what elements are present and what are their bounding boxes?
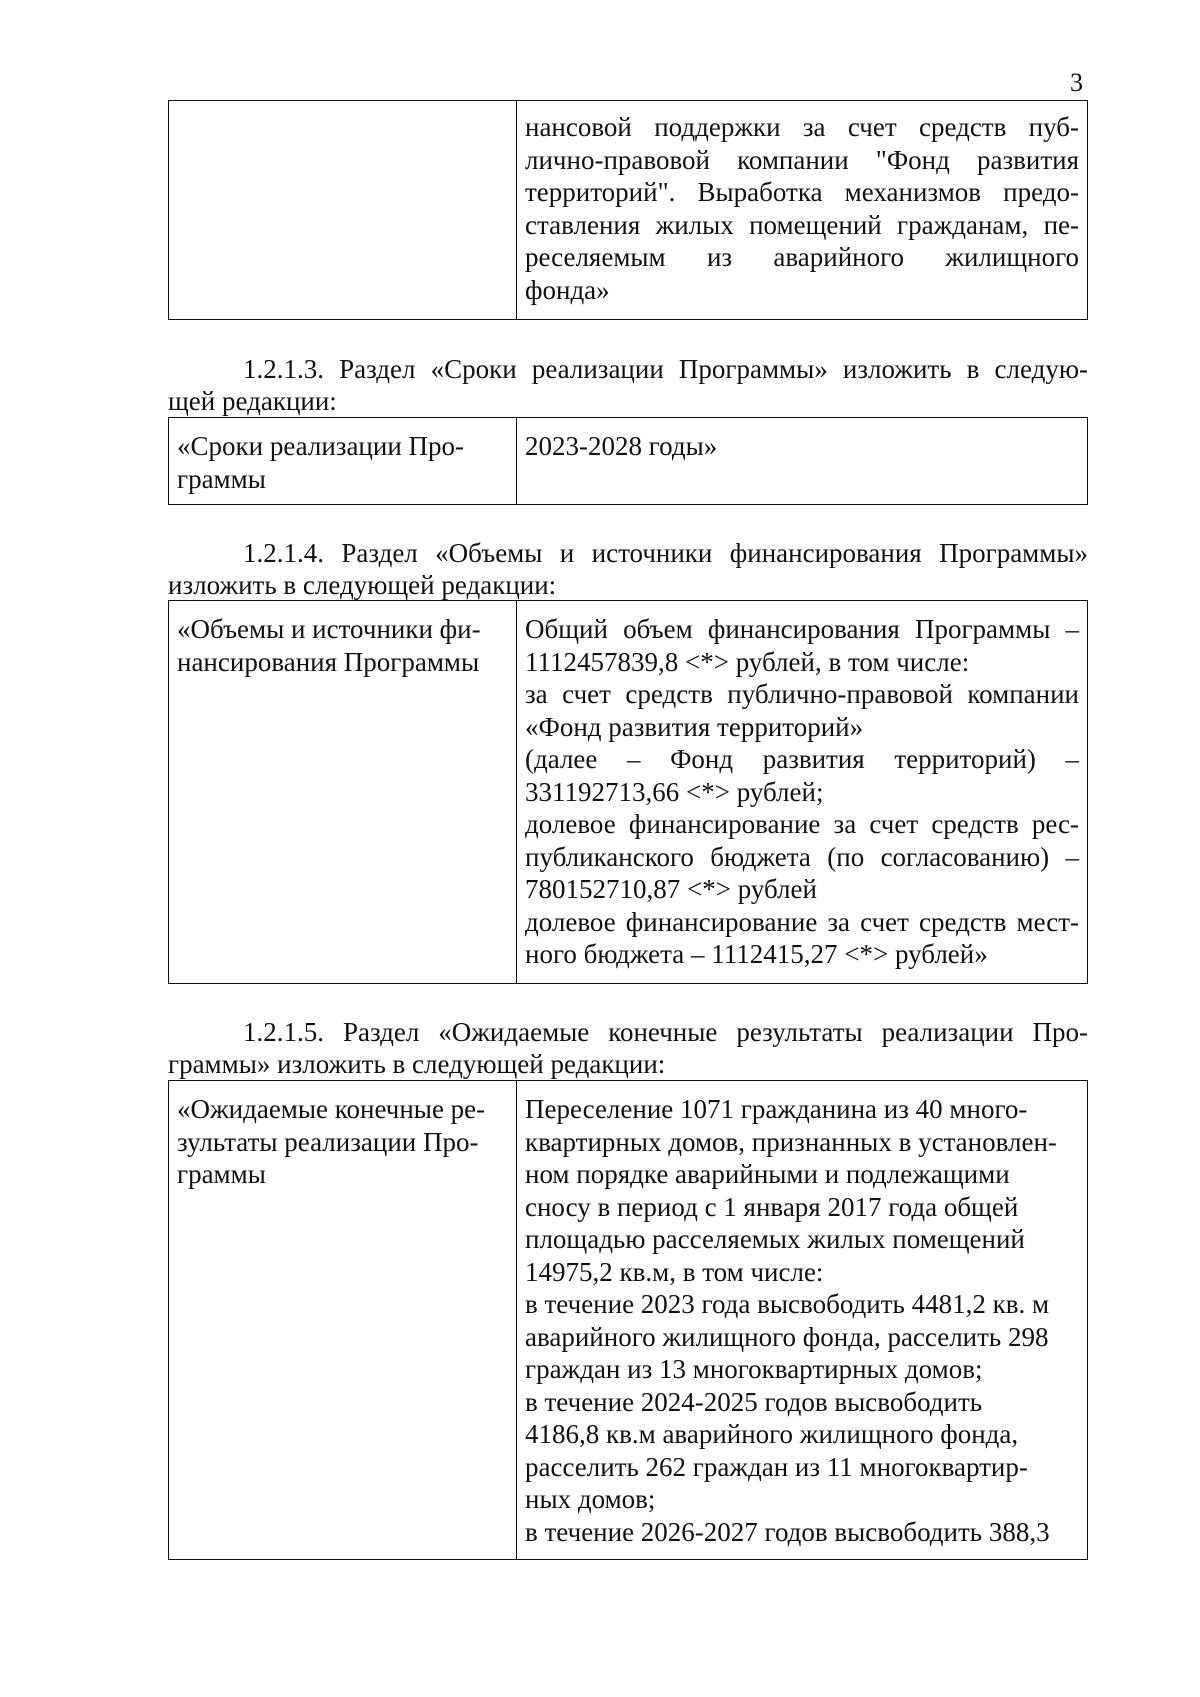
table-left-cell (169, 418, 517, 504)
paragraph-line: граммы» изложить в следующей редакции: (168, 1049, 666, 1079)
text-line: граммы (177, 463, 266, 494)
text-line: «Ожидаемые конечные ре- (177, 1094, 486, 1124)
table-right-cell (517, 418, 1087, 504)
table-right-cell (517, 1081, 1087, 1559)
text-line: (далее – Фонд развития территорий) – (525, 744, 1079, 774)
text-line: долевое финансирование за счет средств мест- (525, 906, 1079, 937)
text-line: в течение 2024-2025 годов высвободить (525, 1386, 983, 1417)
text-line: граммы (177, 1159, 266, 1189)
text-line: 780152710,87 <*> рублей (525, 874, 817, 904)
text-line: «Сроки реализации Про- (177, 431, 465, 461)
table-left-cell (169, 1081, 517, 1559)
text-line: площадью расселяемых жилых помещений (525, 1224, 1025, 1254)
text-line: Переселение 1071 гражданина из 40 много- (525, 1094, 1028, 1124)
text-line: ном порядке аварийными и подлежащими (525, 1159, 1010, 1189)
text-line: за счет средств публично-правовой компании (525, 679, 1079, 709)
paragraph-1-2-1-5 (168, 1016, 1088, 1080)
paragraph-1-2-1-4 (168, 537, 1088, 601)
text-line: 331192713,66 <*> рублей; (525, 776, 824, 807)
text-line: 14975,2 кв.м, в том числе: (525, 1256, 824, 1287)
table-left-cell (169, 601, 517, 983)
paragraph-line: 1.2.1.5. Раздел «Ожидаемые конечные результаты реализации Про- (243, 1017, 1088, 1047)
text-line: территорий". Выработка механизмов предо- (525, 177, 1079, 207)
paragraph-1-2-1-3 (168, 353, 1088, 417)
text-line: квартирных домов, признанных в установлен- (525, 1126, 1057, 1157)
paragraph-line: 1.2.1.3. Раздел «Сроки реализации Программы» изложить в следую- (243, 354, 1088, 384)
text-line: реселяемым из аварийного жилищного (525, 242, 1079, 272)
text-line: зультаты реализации Про- (177, 1126, 479, 1157)
text-line: нансовой поддержки за счет средств пуб- (525, 112, 1079, 142)
text-line: 4186,8 кв.м аварийного жилищного фонда, (525, 1419, 1019, 1449)
text-line: 2023-2028 годы» (525, 431, 718, 461)
text-line: ного бюджета – 1112415,27 <*> рублей» (525, 939, 988, 969)
text-line: «Фонд развития территорий» (525, 711, 864, 742)
table-left-cell (169, 101, 517, 319)
text-line: граждан из 13 многоквартирных домов; (525, 1354, 983, 1384)
text-line: «Объемы и источники фи- (177, 614, 481, 644)
text-line: расселить 262 граждан из 11 многоквартир- (525, 1451, 1028, 1482)
text-line: фонда» (525, 274, 610, 305)
table-right-cell (517, 101, 1087, 319)
paragraph-line: изложить в следующей редакции: (168, 570, 557, 600)
table-right-cell (517, 601, 1087, 983)
text-line: лично-правовой компании "Фонд развития (525, 144, 1079, 175)
table-financing (168, 600, 1088, 984)
text-line: ных домов; (525, 1484, 656, 1514)
text-line: публиканского бюджета (по согласованию) – (525, 841, 1079, 872)
text-line: сносу в период с 1 января 2017 года общей (525, 1191, 1019, 1222)
text-line: в течение 2026-2027 годов высвободить 388,3 (525, 1516, 1050, 1547)
paragraph-line: щей редакции: (168, 386, 337, 416)
text-line: Общий объем финансирования Программы – (525, 614, 1079, 644)
text-line: нансирования Программы (177, 646, 480, 677)
text-line: 1112457839,8 <*> рублей, в том числе: (525, 646, 970, 677)
page-number: 3 (1070, 68, 1083, 97)
text-line: ставления жилых помещений гражданам, пе- (525, 209, 1079, 240)
table-program-timeline (168, 417, 1088, 505)
text-line: аварийного жилищного фонда, расселить 298 (525, 1321, 1049, 1352)
text-line: долевое финансирование за счет средств рес- (525, 809, 1079, 839)
paragraph-line: 1.2.1.4. Раздел «Объемы и источники финансирования Программы» (243, 538, 1088, 568)
table-continuation (168, 100, 1088, 320)
table-expected-results (168, 1080, 1088, 1560)
text-line: в течение 2023 года высвободить 4481,2 кв. м (525, 1289, 1050, 1319)
